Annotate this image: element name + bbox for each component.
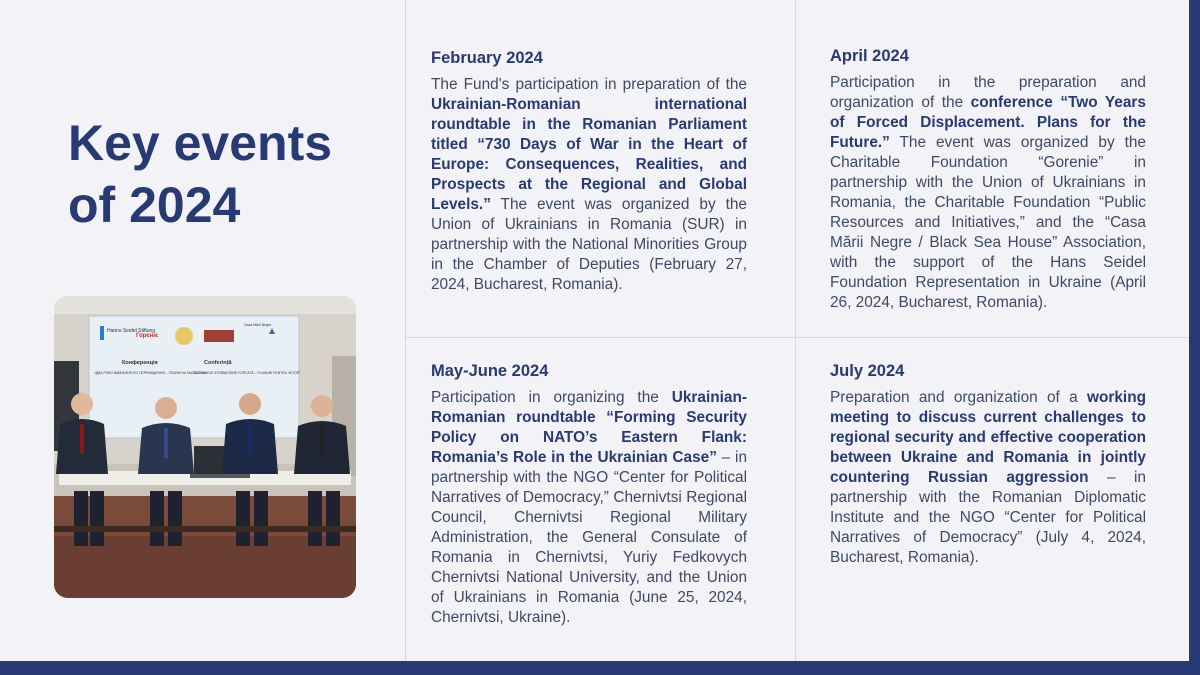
- event-heading: February 2024: [431, 49, 543, 67]
- event-text: The Fund's participation in preparation of the: [431, 76, 747, 93]
- right-accent-bar: [1189, 0, 1200, 675]
- event-description: [830, 388, 1146, 568]
- event-highlight: conference “Two Years of Forced Displacement. Plans for the Future.”: [830, 94, 1146, 151]
- event-highlight: working meeting to discuss current challenges to regional security and effective cooperation between Ukraine and Romania in jointly countering Russian aggression: [830, 389, 1146, 486]
- event-description: [431, 388, 747, 628]
- bottom-accent-bar: [0, 661, 1200, 675]
- event-text: Participation in organizing the: [431, 389, 672, 406]
- screen-title-ua: Конференція: [122, 360, 158, 366]
- event-july-2024: [830, 361, 1146, 568]
- event-text: – in partnership with the Romanian Diplomatic Institute and the NGO “Center for Political Narratives of Democracy” (July 4, 2024, Bucharest, Romania).: [830, 469, 1146, 566]
- screen-title-ro: Conferință: [204, 360, 232, 366]
- event-highlight: Ukrainian-Romanian international roundtable in the Romanian Parliament titled “730 Days of War in the Heart of Europe: Consequences, Realities, and Prospects at the Regional and Global Levels.”: [431, 96, 747, 213]
- left-panel: [0, 0, 405, 661]
- grid-divider-vertical: [795, 0, 796, 661]
- event-heading: July 2024: [830, 362, 905, 380]
- grid-divider-horizontal: [406, 337, 1190, 338]
- logo-gorenie: Горєніє: [136, 333, 159, 339]
- event-description: [431, 75, 747, 295]
- event-february-2024: [431, 48, 747, 295]
- event-heading: April 2024: [830, 47, 909, 65]
- event-text: The event was organized by the Union of Ukrainians in Romania (SUR) in partnership with the National Minorities Group in the Chamber of Deputies (February 27, 2024, Bucharest, Romania).: [431, 196, 747, 293]
- event-text: The event was organized by the Charitable Foundation “Gorenie” in partnership with the Union of Ukrainians in Romania, the Charitable Foundation “Public Resources and Initiatives,” and the “Casa Mării Negre / Black Sea House” Association, with the support of the Hans Seidel Foundation Representation in Ukraine (April 26, 2024, Bucharest, Romania).: [830, 134, 1146, 311]
- title-line-2: of 2024: [68, 177, 241, 233]
- event-highlight: Ukrainian-Romanian roundtable “Forming Security Policy on NATO’s Eastern Flank: Romania’s Role in the Ukrainian Case”: [431, 389, 747, 466]
- events-grid: [405, 0, 1189, 661]
- conference-photo-image: [54, 296, 356, 598]
- conference-photo: [54, 296, 356, 598]
- event-text: – in partnership with the NGO “Center for Political Narratives of Democracy,” Chernivtsi Regional Council, Chernivtsi Regional Military Administration, the General Consulate of Romania in Chernivtsi, Yuriy Fedkovych Chernivtsi National University, and the Union of Ukrainians in Romania (June 25, 2024, Chernivtsi, Ukraine).: [431, 449, 748, 626]
- screen-subtitle-ro: „DOI ANI DE STRĂMUTARE FORȚATĂ – PLANURI PENTRU VIITOR”: [194, 371, 301, 375]
- event-april-2024: [830, 46, 1146, 313]
- event-text: Participation in the preparation and organization of the: [830, 74, 1146, 111]
- title-line-1: Key events: [68, 115, 333, 171]
- event-text: Preparation and organization of a: [830, 389, 1087, 406]
- page-title: [68, 112, 388, 236]
- event-heading: May-June 2024: [431, 362, 549, 380]
- logo-hanns-seidel: Hanns Seidel Stiftung: [107, 328, 156, 334]
- event-may-june-2024: [431, 361, 747, 628]
- event-description: [830, 73, 1146, 313]
- screen-subtitle-ua: «ДВА РОКИ ВИМУШЕНОГО ПЕРЕМІЩЕННЯ – ПЛАНИ НА МАЙБУТНЄ»: [94, 371, 208, 375]
- logo-black-sea-house: Casa Mării Negre: [244, 323, 272, 327]
